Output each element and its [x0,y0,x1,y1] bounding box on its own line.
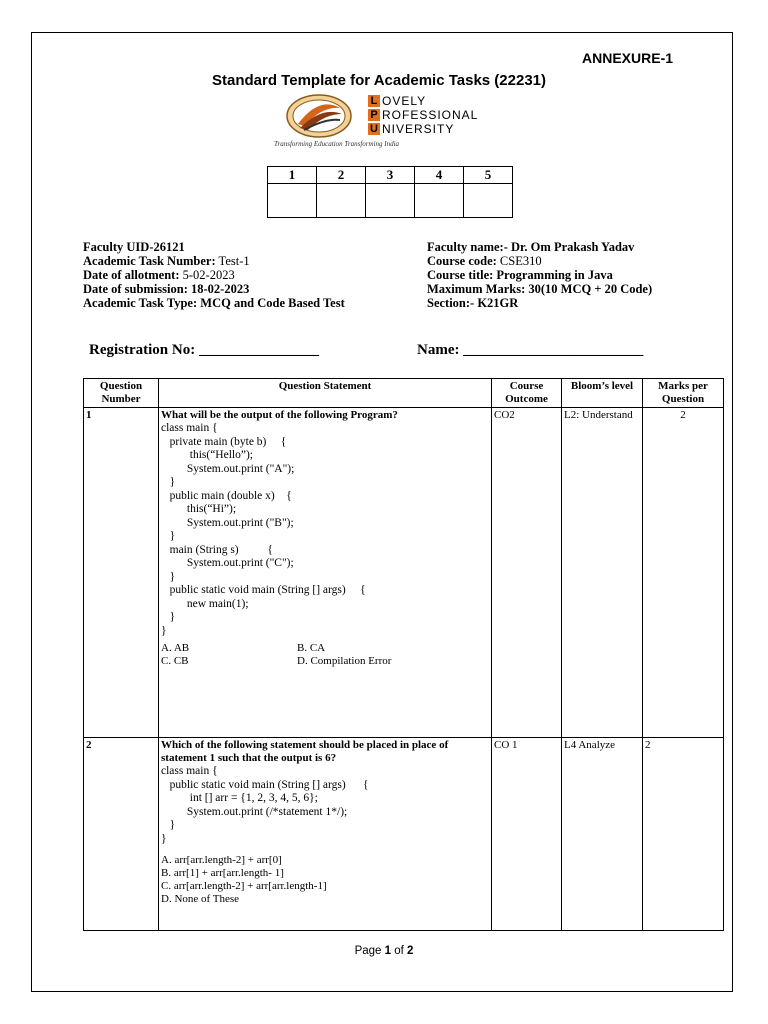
info-course-title: Course title: Programming in Java [427,268,613,282]
header-marks: Marks per Question [643,379,724,408]
annexure-label: ANNEXURE-1 [582,50,674,66]
page-footer [0,945,768,957]
grade-col-4: 4 [415,167,464,184]
info-right [427,240,652,310]
footer-mid: of [391,945,408,957]
registration-number-field[interactable]: Registration No: ________________ [89,342,319,358]
question-text: Which of the following statement should be placed in place of statement 1 such that the output is 6? [161,739,449,764]
info-task-type: Academic Task Type: MCQ and Code Based Test [83,296,345,310]
logo-word-ovely: OVELY [382,94,427,108]
info-date-allotment: Date of allotment: 5-02-2023 [83,268,235,282]
question-code: class main { private main (byte b) { this(“Hello”); System.out.print ("A"); } public main (double x) { this(“Hi”); System.out.print ("B"); } main (String s) { System.out.print ("C"); } public static void main (String [] args) { new main(1); } } [161,422,366,637]
question-statement [159,738,492,931]
questions-table [83,378,724,931]
info-date-submission: Date of submission: 18-02-2023 [83,282,250,296]
option-c: C. CB [161,655,189,667]
option-b: B. CA [297,642,326,654]
marks: 2 [643,408,724,738]
question-code: class main { public static void main (String [] args) { int [] arr = {1, 2, 3, 4, 5, 6}; System.out.print (/*statement 1*/); } } [161,765,369,845]
info-section: Section:- K21GR [427,296,519,310]
footer-prefix: Page [354,945,385,957]
question-options [161,854,489,906]
questions-header-row [84,379,724,408]
info-faculty-name: Faculty name:- Dr. Om Prakash Yadav [427,240,635,254]
question-number: 2 [84,738,159,931]
table-row [84,738,724,931]
student-name-field[interactable]: Name: ________________________ [417,342,644,358]
grade-cell[interactable] [317,184,366,218]
logo-letter-u: U [368,123,380,135]
grade-cell[interactable] [415,184,464,218]
document-title: Standard Template for Academic Tasks (22231) [212,72,547,89]
bloom-level: L4 Analyze [562,738,643,931]
info-left [83,240,345,310]
footer-page-number: 1 [384,945,392,957]
grade-col-3: 3 [366,167,415,184]
option-a: A. arr[arr.length-2] + arr[0] [161,854,282,866]
university-emblem-icon [274,92,364,140]
course-outcome: CO 1 [492,738,562,931]
grade-cell[interactable] [464,184,513,218]
marks: 2 [643,738,724,931]
university-logo [274,92,498,150]
info-max-marks: Maximum Marks: 30(10 MCQ + 20 Code) [427,282,653,296]
logo-word-rofessional: ROFESSIONAL [382,108,479,122]
bloom-level: L2: Understand [562,408,643,738]
grade-col-5: 5 [464,167,513,184]
option-c: C. arr[arr.length-2] + arr[arr.length-1] [161,880,327,892]
grade-table [267,166,513,218]
header-question-number: Question Number [84,379,159,408]
logo-letter-l: L [368,95,380,107]
option-d: D. None of These [161,893,239,905]
grade-cell[interactable] [268,184,317,218]
grade-cell[interactable] [366,184,415,218]
info-course-code: Course code: CSE310 [427,254,542,268]
grade-col-1: 1 [268,167,317,184]
logo-tagline: Transforming Education Transforming India [274,140,400,148]
info-task-number: Academic Task Number: Test-1 [83,254,250,268]
header-question-statement: Question Statement [159,379,492,408]
question-number: 1 [84,408,159,738]
header-bloom-level: Bloom’s level [562,379,643,408]
question-options [161,642,489,668]
option-a: A. AB [161,642,190,654]
info-faculty-uid: Faculty UID-26121 [83,240,185,254]
grade-col-2: 2 [317,167,366,184]
course-outcome: CO2 [492,408,562,738]
question-statement [159,408,492,738]
logo-letter-p: P [368,109,380,121]
option-b: B. arr[1] + arr[arr.length- 1] [161,867,284,879]
table-row [84,408,724,738]
header-course-outcome: Course Outcome [492,379,562,408]
footer-page-total: 2 [407,945,414,957]
logo-word-niversity: NIVERSITY [382,122,455,136]
option-d: D. Compilation Error [297,655,392,667]
question-text: What will be the output of the following Program? [161,409,398,421]
